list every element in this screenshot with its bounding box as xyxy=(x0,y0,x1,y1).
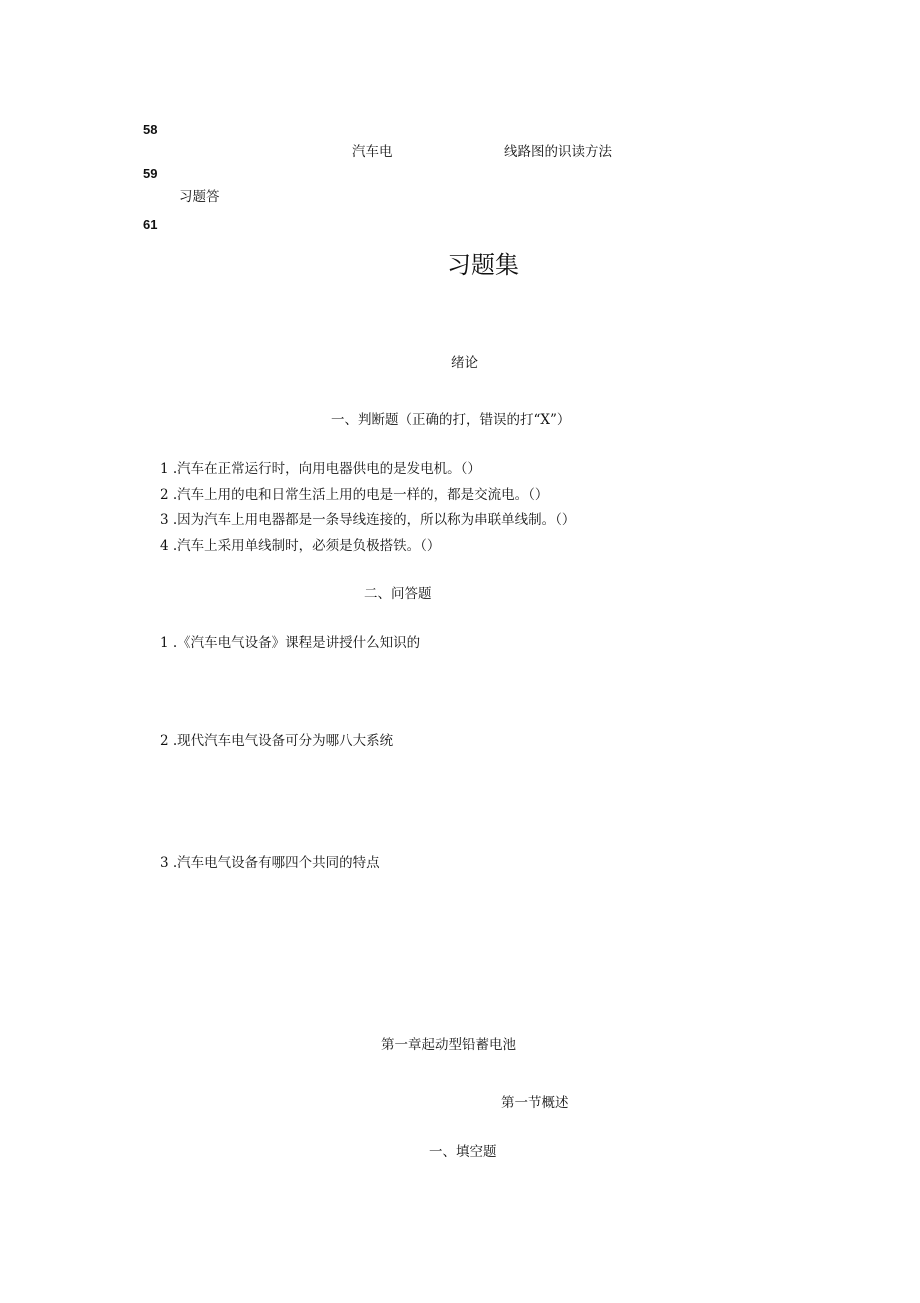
toc-entry-left: 汽车电 xyxy=(352,144,393,160)
toc-entry-right: 线路图的识读方法 xyxy=(504,144,612,160)
qa-item: 3 .汽车电气设备有哪四个共同的特点 xyxy=(160,855,380,871)
judge-item: 4 .汽车上采用单线制时，必须是负极搭铁。（） xyxy=(160,538,441,554)
judge-item: 3 .因为汽车上用电器都是一条导线连接的，所以称为串联单线制。（） xyxy=(160,512,576,528)
page-title: 习题集 xyxy=(447,251,519,279)
chapter-heading: 第一章起动型铅蓄电池 xyxy=(381,1037,516,1053)
toc-page-number: 59 xyxy=(143,166,158,181)
qa-item: 1 .《汽车电气设备》课程是讲授什么知识的 xyxy=(160,635,421,651)
subsection-heading: 一、填空题 xyxy=(429,1144,497,1160)
judge-section-heading: 一、判断题（正确的打，错误的打“X”） xyxy=(331,412,571,428)
toc-page-number: 61 xyxy=(143,217,158,232)
judge-item: 1 .汽车在正常运行时，向用电器供电的是发电机。（） xyxy=(160,461,481,477)
toc-entry: 习题答 xyxy=(179,189,220,205)
qa-section-heading: 二、问答题 xyxy=(364,586,432,602)
qa-item: 2 .现代汽车电气设备可分为哪八大系统 xyxy=(160,733,394,749)
toc-page-number: 58 xyxy=(143,122,158,137)
section-heading: 第一节概述 xyxy=(501,1095,569,1111)
judge-item: 2 .汽车上用的电和日常生活上用的电是一样的，都是交流电。（） xyxy=(160,487,549,503)
section-heading-intro: 绪论 xyxy=(451,355,478,371)
